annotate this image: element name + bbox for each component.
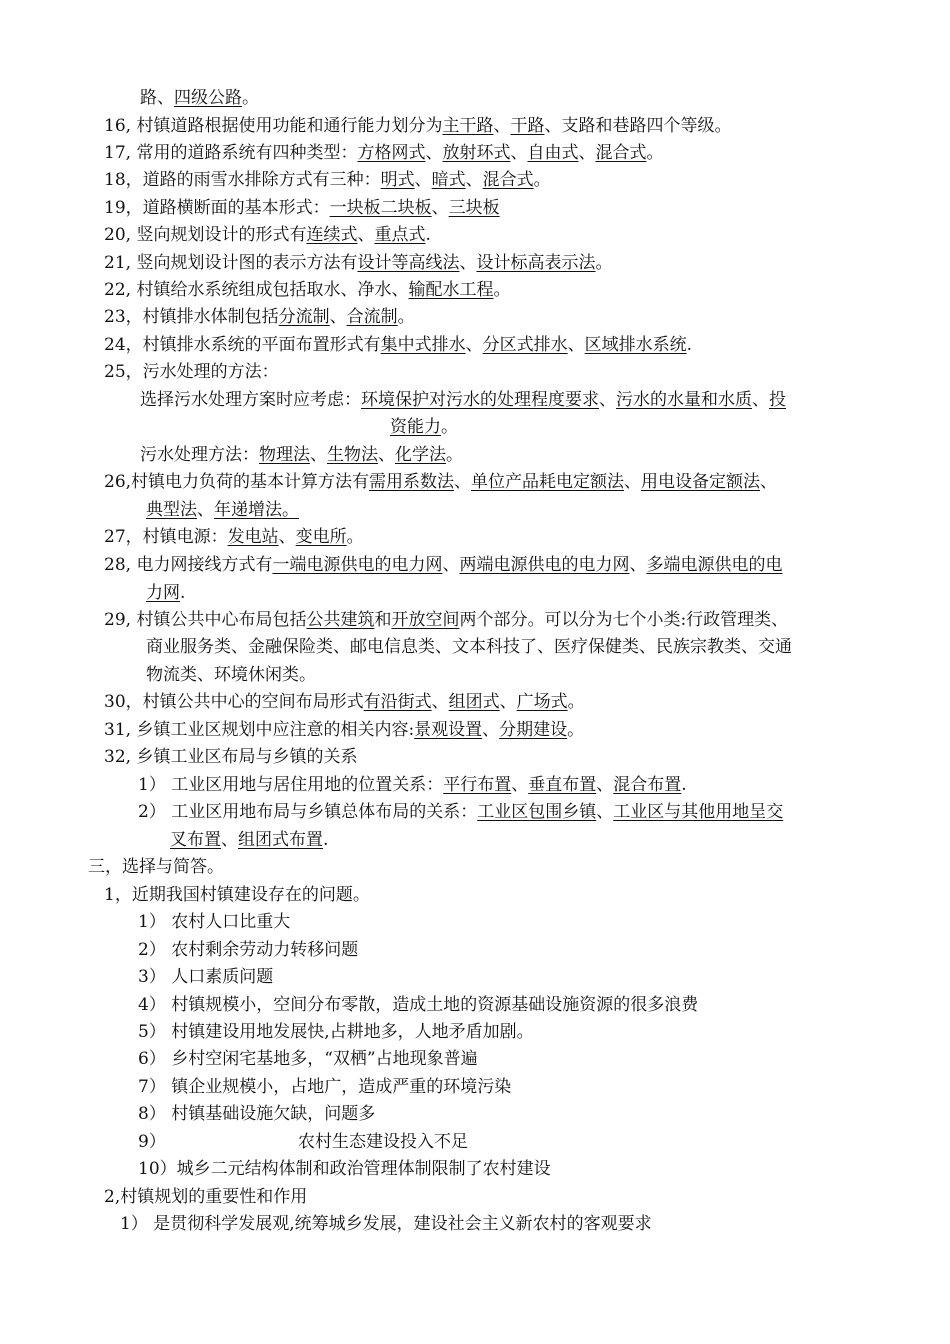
text-line [138, 1020, 534, 1044]
text-run: 20, 竖向规划设计的形式有 [104, 225, 307, 245]
text-run: . [686, 335, 693, 355]
text-run: 、 [596, 775, 614, 795]
underlined-answer: 组团式布置 [238, 830, 323, 850]
underlined-answer: 干路 [510, 116, 545, 136]
text-line [104, 745, 357, 769]
text-line [138, 938, 358, 962]
underlined-answer: 集中式排水 [380, 335, 466, 355]
text-run: 。 [446, 445, 463, 465]
underlined-answer: 环境保护对污水的处理程度要求 [361, 390, 599, 410]
text-line [104, 196, 500, 220]
text-run: 22, 村镇给水系统组成包括取水、净水、 [104, 280, 409, 300]
text-line [146, 581, 185, 605]
text-run: 、 [578, 143, 596, 163]
underlined-answer: 有沿街式 [363, 692, 432, 712]
text-line [104, 333, 692, 357]
text-line [138, 1157, 551, 1181]
text-run: 、 [752, 390, 769, 410]
text-run: 、 [493, 116, 511, 136]
underlined-answer: 资能力 [390, 417, 441, 437]
underlined-answer: 广场式 [516, 692, 568, 712]
text-line [146, 498, 299, 522]
text-line [138, 965, 273, 989]
underlined-answer: 工业区包围乡镇 [477, 802, 597, 822]
text-run: 、 [629, 555, 647, 575]
underlined-answer: 污水的水量和水质 [616, 390, 752, 410]
underlined-answer: 单位产品耗电定额法 [471, 472, 625, 492]
text-run: 。 [346, 527, 364, 547]
text-line [138, 1075, 511, 1099]
underlined-answer: 用电设备定额法 [641, 472, 761, 492]
text-run: 农村生态建设投入不足 [298, 1132, 468, 1152]
text-run: 商业服务类、金融保险类、邮电信息类、文本科技了、医疗保健类、民族宗教类、交通 [146, 637, 792, 657]
text-line [138, 993, 698, 1017]
text-run: 、 [197, 500, 214, 520]
underlined-answer: 公共建筑 [306, 610, 375, 630]
text-line [138, 1102, 375, 1126]
underlined-answer: 四级公路 [174, 88, 242, 108]
underlined-answer: 多端电源供电的电 [646, 555, 783, 575]
underlined-answer: 三块板 [448, 198, 500, 218]
text-run: 1） 是贯彻科学发展观,统筹城乡发展，建设社会主义新农村的客观要求 [120, 1214, 652, 1234]
text-run: 10）城乡二元结构体制和政治管理体制限制了农村建设 [138, 1159, 551, 1179]
text-line [104, 141, 663, 165]
text-run: 。 [397, 307, 415, 327]
underlined-answer: 混合式 [595, 143, 647, 163]
underlined-answer: 工业区与其他用地呈交 [613, 802, 784, 822]
text-run: 3） 人口素质问题 [138, 967, 274, 987]
underlined-answer: 投 [769, 390, 786, 410]
text-line [104, 278, 510, 302]
text-line [140, 388, 786, 412]
text-line [146, 635, 792, 659]
text-run: 。 [567, 720, 585, 740]
text-run: 、 [442, 555, 460, 575]
text-line [120, 1212, 652, 1236]
text-run: 、 [511, 775, 529, 795]
text-run: 8） 村镇基础设施欠缺，问题多 [138, 1104, 376, 1124]
underlined-answer: 组团式 [448, 692, 500, 712]
text-run: 、 [465, 335, 483, 355]
text-run: 。 [441, 417, 458, 437]
underlined-answer: 垂直布置 [528, 775, 597, 795]
underlined-answer: 物理法 [259, 445, 310, 465]
text-run: . [323, 830, 329, 850]
underlined-answer: 分流制 [278, 307, 330, 327]
underlined-answer: 重点式 [374, 225, 426, 245]
underlined-answer: 混合式 [482, 170, 534, 190]
text-line [104, 168, 551, 192]
underlined-answer: 放射环式 [442, 143, 511, 163]
text-run: 16, 村镇道路根据使用功能和通行能力划分为 [104, 116, 443, 136]
text-run: 32, 乡镇工业区布局与乡镇的关系 [104, 747, 358, 767]
text-line [138, 773, 687, 797]
text-line [104, 883, 370, 907]
text-run: 、 [454, 472, 472, 492]
text-run: 。 [533, 170, 551, 190]
text-run: 1） 工业区用地与居住用地的位置关系： [138, 775, 444, 795]
text-run: 。 [567, 692, 585, 712]
underlined-answer: 年递增法。 [214, 500, 299, 520]
text-run: 、 [596, 802, 614, 822]
underlined-answer: 设计等高线法 [357, 253, 460, 273]
text-run: 三，选择与简答。 [88, 857, 224, 877]
text-run: 。 [595, 253, 613, 273]
text-line [104, 718, 584, 742]
text-run: 4） 村镇规模小，空间分布零散，造成土地的资源基础设施资源的很多浪费 [138, 995, 699, 1015]
text-run: 2,村镇规划的重要性和作用 [104, 1187, 308, 1207]
text-line [104, 1185, 307, 1209]
text-run: 、 [378, 445, 395, 465]
text-line [104, 251, 612, 275]
underlined-answer: 区域排水系统 [584, 335, 687, 355]
text-run: 30，村镇公共中心的空间布局形式 [104, 692, 364, 712]
text-line [138, 910, 290, 934]
underlined-answer: 自由式 [527, 143, 579, 163]
text-run: 。 [242, 88, 259, 108]
text-run: 、 [431, 692, 449, 712]
text-run: 、 [499, 692, 517, 712]
text-run: 、 [482, 720, 500, 740]
text-run: 19，道路横断面的基本形式： [104, 198, 330, 218]
text-run: 27，村镇电源： [104, 527, 228, 547]
text-run: 17, 常用的道路系统有四种类型： [104, 143, 358, 163]
text-run: 、 [624, 472, 642, 492]
text-line [104, 470, 777, 494]
text-run: 、 [465, 170, 483, 190]
text-run: 6） 乡村空闲宅基地多，“双栖”占地现象普遍 [138, 1049, 478, 1069]
underlined-answer: 两端电源供电的电力网 [459, 555, 630, 575]
text-run: 31, 乡镇工业区规划中应注意的相关内容: [104, 720, 415, 740]
text-run: 、 [567, 335, 585, 355]
text-run: 7） 镇企业规模小，占地广，造成严重的环境污染 [138, 1077, 512, 1097]
text-run: 21, 竖向规划设计图的表示方法有 [104, 253, 358, 273]
underlined-answer: 景观设置 [414, 720, 483, 740]
underlined-answer: 化学法 [395, 445, 446, 465]
text-line [104, 114, 731, 138]
text-line [140, 86, 259, 110]
text-line [104, 223, 431, 247]
text-run: 1） 农村人口比重大 [138, 912, 291, 932]
text-run: 1，近期我国村镇建设存在的问题。 [104, 885, 370, 905]
text-line [138, 1047, 478, 1071]
text-run: 、 [329, 307, 347, 327]
underlined-answer: 一块板二块板 [329, 198, 432, 218]
text-run: 、 [425, 143, 443, 163]
text-line [104, 360, 279, 384]
text-line [140, 443, 463, 467]
text-run: 路、 [140, 88, 174, 108]
text-run: 23，村镇排水体制包括 [104, 307, 279, 327]
text-run: 污水处理方法： [140, 445, 259, 465]
text-run: 、 [357, 225, 375, 245]
text-line [88, 855, 224, 879]
text-run: . [425, 225, 431, 245]
text-line [104, 525, 364, 549]
underlined-answer: 开放空间 [391, 610, 460, 630]
text-run: 26,村镇电力负荷的基本计算方法有 [104, 472, 370, 492]
text-run: 、 [431, 198, 449, 218]
underlined-answer: 分区式排水 [482, 335, 568, 355]
text-run: 两个部分。可以分为七个小类:行政管理类、 [459, 610, 789, 630]
text-line [146, 663, 316, 687]
text-run: 。 [493, 280, 511, 300]
text-run: 24，村镇排水系统的平面布置形式有 [104, 335, 381, 355]
underlined-answer: 输配水工程 [408, 280, 494, 300]
text-run: 25，污水处理的方法： [104, 362, 279, 382]
text-line [138, 800, 783, 824]
text-run: 、 [760, 472, 778, 492]
underlined-answer: 力网 [146, 583, 180, 603]
text-run: 。 [646, 143, 664, 163]
text-line [298, 1130, 468, 1154]
text-run: 2） 农村剩余劳动力转移问题 [138, 940, 359, 960]
text-run: 物流类、环境休闲类。 [146, 665, 316, 685]
text-run: 、支路和巷路四个等级。 [544, 116, 732, 136]
text-line [170, 828, 328, 852]
text-run: 29, 村镇公共中心布局包括 [104, 610, 307, 630]
text-run: 、 [510, 143, 528, 163]
text-run: 、 [310, 445, 327, 465]
underlined-answer: 叉布置 [170, 830, 221, 850]
underlined-answer: 设计标高表示法 [476, 253, 596, 273]
underlined-answer: 暗式 [431, 170, 466, 190]
text-run: 、 [221, 830, 238, 850]
underlined-answer: 变电所 [295, 527, 347, 547]
underlined-answer: 合流制 [346, 307, 398, 327]
underlined-answer: 需用系数法 [369, 472, 455, 492]
text-run: 、 [599, 390, 616, 410]
underlined-answer: 平行布置 [443, 775, 512, 795]
text-run: 28, 电力网接线方式有 [104, 555, 273, 575]
underlined-answer: 分期建设 [499, 720, 568, 740]
underlined-answer: 混合布置 [613, 775, 682, 795]
text-run: 、 [414, 170, 432, 190]
text-run: 选择污水处理方案时应考虑： [140, 390, 361, 410]
text-run: 和 [374, 610, 392, 630]
text-run: . [681, 775, 687, 795]
text-run: 、 [459, 253, 477, 273]
text-run: 5） 村镇建设用地发展快,占耕地多，人地矛盾加剧。 [138, 1022, 534, 1042]
text-line [104, 305, 415, 329]
text-line [390, 415, 458, 439]
text-run: 9） [138, 1132, 166, 1152]
underlined-answer: 明式 [380, 170, 415, 190]
text-line [104, 608, 788, 632]
underlined-answer: 典型法 [146, 500, 197, 520]
underlined-answer: 连续式 [306, 225, 358, 245]
text-line [138, 1130, 166, 1154]
underlined-answer: 发电站 [227, 527, 279, 547]
text-run: 、 [278, 527, 296, 547]
text-line [104, 553, 782, 577]
text-run: 18，道路的雨雪水排除方式有三种： [104, 170, 381, 190]
underlined-answer: 生物法 [327, 445, 378, 465]
underlined-answer: 一端电源供电的电力网 [272, 555, 443, 575]
text-run: . [180, 583, 186, 603]
text-run: 2） 工业区用地布局与乡镇总体布局的关系： [138, 802, 478, 822]
underlined-answer: 主干路 [442, 116, 494, 136]
underlined-answer: 方格网式 [357, 143, 426, 163]
text-line [104, 690, 585, 714]
